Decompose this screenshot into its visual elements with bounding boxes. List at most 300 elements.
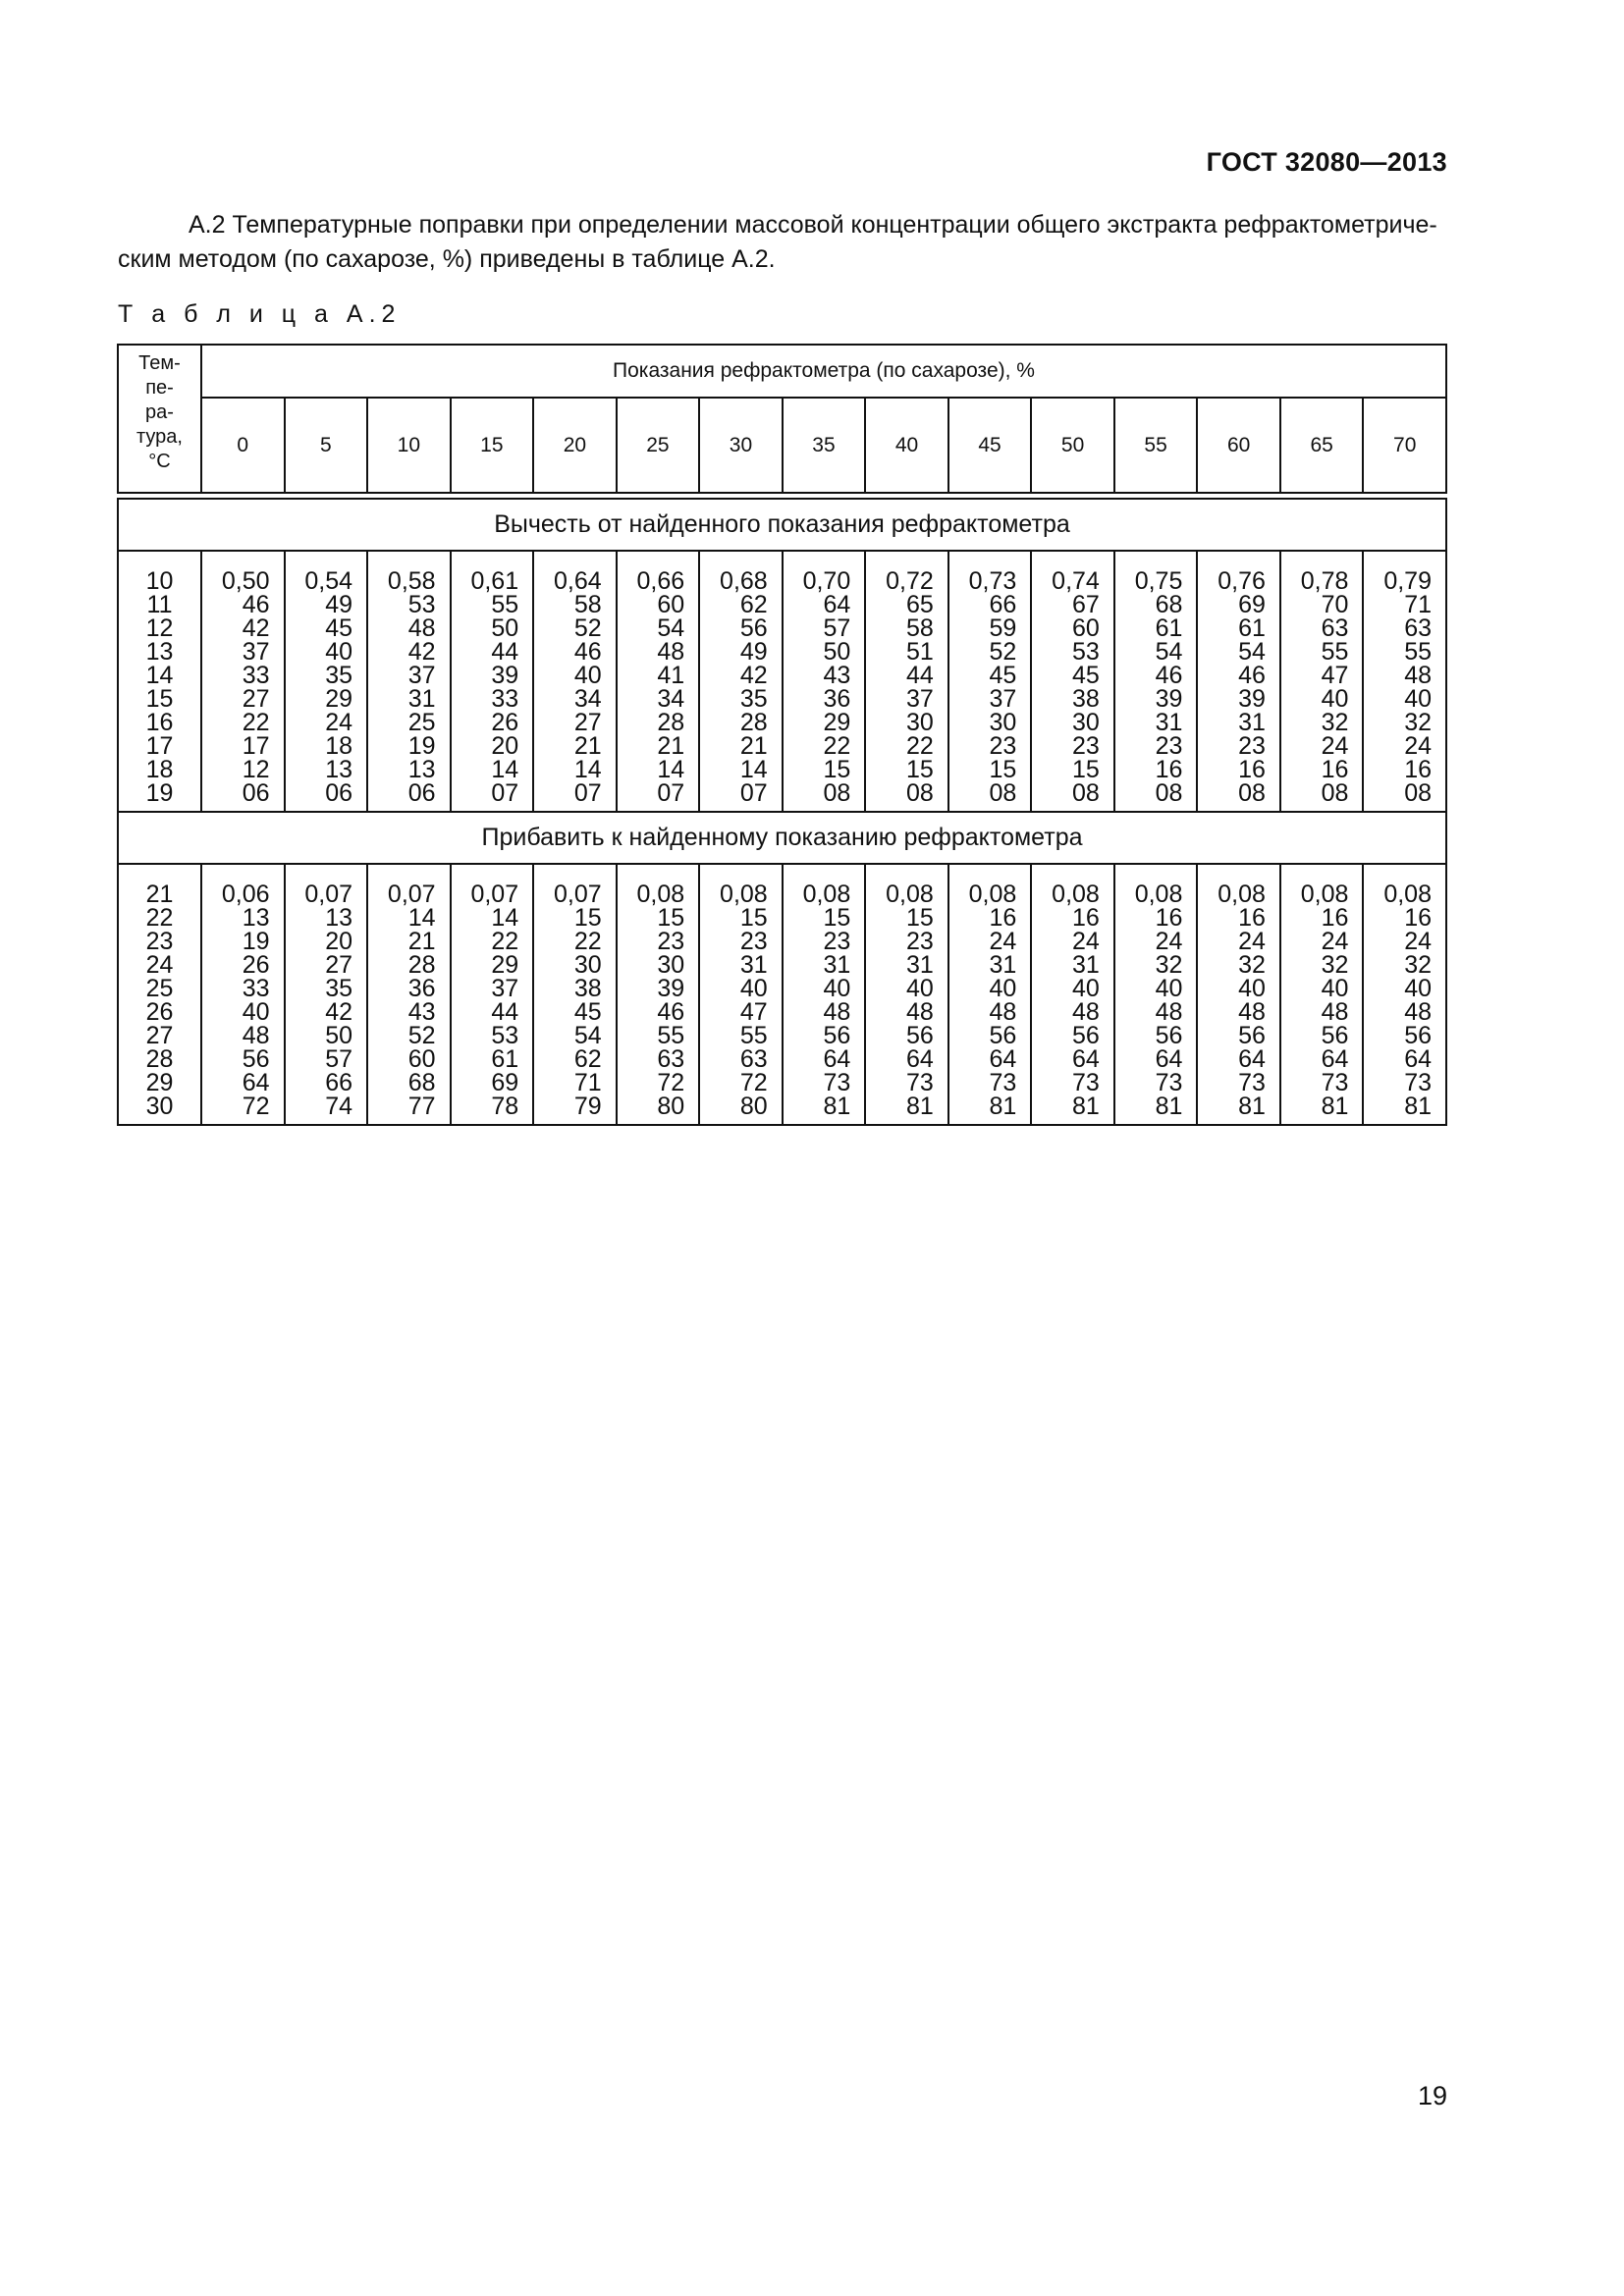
correction-value: 08 — [1072, 779, 1100, 807]
section-title-row — [118, 499, 1446, 551]
correction-value: 70 — [1321, 591, 1349, 618]
correction-value: 64 — [823, 1045, 851, 1073]
correction-value: 26 — [491, 709, 519, 736]
correction-value: 20 — [325, 928, 353, 955]
correction-value: 32 — [1321, 951, 1349, 979]
correction-value: 58 — [573, 591, 602, 618]
correction-value: 0,78 — [1300, 567, 1349, 595]
correction-values-cell — [1114, 864, 1198, 1125]
correction-values-cell — [1114, 551, 1198, 812]
temperature-value: 19 — [145, 779, 174, 807]
correction-value: 40 — [989, 975, 1017, 1002]
correction-value: 24 — [325, 709, 353, 736]
correction-value: 31 — [989, 951, 1017, 979]
correction-value: 29 — [325, 685, 353, 713]
correction-value: 55 — [1321, 638, 1349, 666]
correction-value: 81 — [1072, 1093, 1100, 1120]
correction-value: 28 — [407, 951, 436, 979]
correction-value: 40 — [1404, 685, 1432, 713]
column-header: 50 — [1031, 398, 1114, 493]
correction-value: 38 — [573, 975, 602, 1002]
correction-value: 06 — [407, 779, 436, 807]
correction-value: 58 — [905, 614, 934, 642]
correction-value: 0,07 — [304, 881, 353, 908]
temperature-value: 22 — [145, 904, 174, 932]
correction-value: 54 — [573, 1022, 602, 1049]
correction-value: 50 — [491, 614, 519, 642]
correction-value: 79 — [573, 1093, 602, 1120]
correction-values-cell — [451, 551, 534, 812]
correction-value: 16 — [1238, 756, 1266, 783]
correction-value: 52 — [573, 614, 602, 642]
correction-value: 35 — [739, 685, 768, 713]
correction-value: 34 — [573, 685, 602, 713]
correction-value: 56 — [905, 1022, 934, 1049]
correction-value: 56 — [1072, 1022, 1100, 1049]
correction-value: 40 — [823, 975, 851, 1002]
column-header: 45 — [948, 398, 1032, 493]
correction-value: 64 — [1404, 1045, 1432, 1073]
correction-value: 46 — [242, 591, 270, 618]
correction-value: 64 — [1155, 1045, 1183, 1073]
correction-value: 66 — [325, 1069, 353, 1096]
correction-value: 68 — [1155, 591, 1183, 618]
correction-value: 55 — [491, 591, 519, 618]
correction-value: 44 — [491, 998, 519, 1026]
temperature-cell — [118, 551, 201, 812]
correction-value: 61 — [1155, 614, 1183, 642]
correction-value: 24 — [1404, 732, 1432, 760]
correction-value: 56 — [1155, 1022, 1183, 1049]
correction-value: 44 — [491, 638, 519, 666]
correction-value: 17 — [242, 732, 270, 760]
correction-value: 39 — [491, 662, 519, 689]
correction-value: 29 — [823, 709, 851, 736]
correction-value: 0,08 — [1134, 881, 1183, 908]
correction-value: 42 — [325, 998, 353, 1026]
section-title: Вычесть от найденного показания рефрактометра — [118, 499, 1446, 551]
page-number: 19 — [1417, 2081, 1447, 2110]
correction-value: 32 — [1321, 709, 1349, 736]
correction-value: 68 — [407, 1069, 436, 1096]
correction-value: 40 — [242, 998, 270, 1026]
correction-value: 60 — [407, 1045, 436, 1073]
correction-value: 45 — [989, 662, 1017, 689]
temperature-value: 14 — [145, 662, 174, 689]
correction-value: 32 — [1404, 709, 1432, 736]
correction-values-cell — [285, 551, 368, 812]
correction-value: 0,08 — [886, 881, 934, 908]
correction-value: 14 — [573, 756, 602, 783]
correction-value: 43 — [407, 998, 436, 1026]
correction-value: 80 — [739, 1093, 768, 1120]
correction-value: 15 — [739, 904, 768, 932]
correction-value: 72 — [739, 1069, 768, 1096]
correction-value: 54 — [1238, 638, 1266, 666]
correction-values-cell — [1197, 864, 1280, 1125]
temperature-value: 13 — [145, 638, 174, 666]
correction-value: 40 — [739, 975, 768, 1002]
temperature-header — [118, 345, 201, 493]
correction-values-cell — [451, 864, 534, 1125]
correction-value: 14 — [739, 756, 768, 783]
correction-value: 48 — [657, 638, 685, 666]
correction-value: 63 — [1321, 614, 1349, 642]
correction-value: 63 — [1404, 614, 1432, 642]
correction-value: 0,61 — [470, 567, 519, 595]
correction-value: 56 — [1238, 1022, 1266, 1049]
correction-value: 31 — [739, 951, 768, 979]
correction-value: 54 — [657, 614, 685, 642]
correction-values-cell — [1197, 551, 1280, 812]
correction-value: 14 — [491, 904, 519, 932]
column-header: 30 — [699, 398, 783, 493]
temperature-value: 30 — [145, 1093, 174, 1120]
correction-value: 15 — [1072, 756, 1100, 783]
correction-value: 46 — [1155, 662, 1183, 689]
correction-value: 48 — [1321, 998, 1349, 1026]
correction-value: 56 — [1321, 1022, 1349, 1049]
correction-value: 81 — [1321, 1093, 1349, 1120]
correction-value: 56 — [823, 1022, 851, 1049]
correction-value: 22 — [573, 928, 602, 955]
temperature-header-line: °С — [148, 451, 171, 472]
correction-value: 48 — [407, 614, 436, 642]
correction-value: 21 — [657, 732, 685, 760]
section-title: Прибавить к найденному показанию рефрактометра — [118, 812, 1446, 864]
correction-value: 16 — [1072, 904, 1100, 932]
temperature-header-line: Тем- — [138, 352, 181, 374]
correction-value: 0,75 — [1134, 567, 1183, 595]
correction-value: 16 — [1404, 756, 1432, 783]
temperature-value: 17 — [145, 732, 174, 760]
correction-value: 36 — [823, 685, 851, 713]
correction-value: 64 — [989, 1045, 1017, 1073]
correction-value: 21 — [739, 732, 768, 760]
correction-value: 73 — [1321, 1069, 1349, 1096]
correction-value: 48 — [823, 998, 851, 1026]
temperature-value: 28 — [145, 1045, 174, 1073]
correction-values-cell — [783, 551, 866, 812]
correction-value: 64 — [1238, 1045, 1266, 1073]
correction-value: 0,07 — [470, 881, 519, 908]
correction-value: 0,74 — [1052, 567, 1100, 595]
correction-values-cell — [1363, 864, 1446, 1125]
correction-value: 07 — [573, 779, 602, 807]
correction-value: 0,50 — [221, 567, 270, 595]
temperature-value: 12 — [145, 614, 174, 642]
correction-value: 22 — [491, 928, 519, 955]
correction-value: 14 — [407, 904, 436, 932]
column-header: 55 — [1114, 398, 1198, 493]
correction-value: 37 — [905, 685, 934, 713]
temperature-header-line: тура, — [136, 426, 183, 448]
correction-value: 69 — [491, 1069, 519, 1096]
correction-value: 37 — [989, 685, 1017, 713]
correction-value: 60 — [657, 591, 685, 618]
correction-value: 08 — [989, 779, 1017, 807]
column-header: 40 — [865, 398, 948, 493]
correction-value: 44 — [905, 662, 934, 689]
correction-value: 81 — [1238, 1093, 1266, 1120]
correction-value: 40 — [573, 662, 602, 689]
correction-value: 39 — [657, 975, 685, 1002]
temperature-value: 10 — [145, 567, 174, 595]
temperature-value: 27 — [145, 1022, 174, 1049]
correction-value: 53 — [491, 1022, 519, 1049]
correction-value: 27 — [242, 685, 270, 713]
correction-value: 30 — [1072, 709, 1100, 736]
correction-value: 08 — [1238, 779, 1266, 807]
correction-value: 0,58 — [387, 567, 436, 595]
correction-value: 35 — [325, 662, 353, 689]
temperature-header-line: пе- — [145, 377, 174, 399]
temperature-header-line: ра- — [145, 401, 174, 423]
correction-value: 42 — [407, 638, 436, 666]
correction-value: 33 — [242, 975, 270, 1002]
correction-value: 31 — [1238, 709, 1266, 736]
correction-value: 31 — [905, 951, 934, 979]
column-header: 5 — [285, 398, 368, 493]
correction-values-cell — [201, 864, 285, 1125]
correction-value: 71 — [1404, 591, 1432, 618]
correction-value: 13 — [325, 904, 353, 932]
correction-value: 81 — [1404, 1093, 1432, 1120]
correction-value: 13 — [242, 904, 270, 932]
correction-value: 0,06 — [221, 881, 270, 908]
correction-value: 35 — [325, 975, 353, 1002]
column-header-row — [118, 398, 1446, 493]
correction-value: 45 — [573, 998, 602, 1026]
correction-value: 37 — [242, 638, 270, 666]
correction-value: 28 — [739, 709, 768, 736]
correction-value: 23 — [739, 928, 768, 955]
correction-value: 61 — [491, 1045, 519, 1073]
table-header-row — [118, 345, 1446, 398]
correction-values-cell — [1280, 864, 1364, 1125]
correction-value: 23 — [989, 732, 1017, 760]
correction-value: 66 — [989, 591, 1017, 618]
correction-value: 81 — [989, 1093, 1017, 1120]
correction-value: 53 — [1072, 638, 1100, 666]
correction-value: 72 — [242, 1093, 270, 1120]
correction-value: 51 — [905, 638, 934, 666]
correction-value: 54 — [1155, 638, 1183, 666]
correction-value: 48 — [1404, 998, 1432, 1026]
correction-values-cell — [699, 864, 783, 1125]
correction-value: 22 — [823, 732, 851, 760]
correction-value: 61 — [1238, 614, 1266, 642]
correction-values-cell — [948, 551, 1032, 812]
temperature-value: 23 — [145, 928, 174, 955]
correction-value: 23 — [905, 928, 934, 955]
correction-value: 55 — [657, 1022, 685, 1049]
correction-value: 40 — [1072, 975, 1100, 1002]
correction-value: 16 — [1321, 904, 1349, 932]
correction-value: 24 — [1321, 928, 1349, 955]
correction-value: 16 — [1321, 756, 1349, 783]
correction-value: 31 — [407, 685, 436, 713]
column-header: 10 — [367, 398, 451, 493]
correction-values-cell — [783, 864, 866, 1125]
correction-value: 52 — [989, 638, 1017, 666]
correction-value: 08 — [905, 779, 934, 807]
intro-line-1: А.2 Температурные поправки при определении массовой концентрации общего экстракта рефрактометриче- — [189, 211, 1437, 239]
correction-value: 23 — [657, 928, 685, 955]
correction-value: 53 — [407, 591, 436, 618]
correction-value: 06 — [242, 779, 270, 807]
correction-value: 24 — [1404, 928, 1432, 955]
correction-value: 23 — [1238, 732, 1266, 760]
correction-value: 49 — [739, 638, 768, 666]
correction-value: 16 — [1238, 904, 1266, 932]
correction-value: 24 — [1155, 928, 1183, 955]
correction-value: 21 — [407, 928, 436, 955]
correction-value: 73 — [1072, 1069, 1100, 1096]
table-caption: Т а б л и ц а А.2 — [118, 300, 402, 328]
correction-value: 30 — [989, 709, 1017, 736]
correction-value: 64 — [823, 591, 851, 618]
correction-value: 64 — [242, 1069, 270, 1096]
correction-value: 47 — [739, 998, 768, 1026]
correction-value: 16 — [1404, 904, 1432, 932]
correction-value: 56 — [1404, 1022, 1432, 1049]
correction-value: 40 — [325, 638, 353, 666]
correction-value: 16 — [1155, 904, 1183, 932]
correction-values-cell — [1363, 551, 1446, 812]
correction-value: 16 — [989, 904, 1017, 932]
correction-value: 64 — [1072, 1045, 1100, 1073]
correction-value: 48 — [905, 998, 934, 1026]
correction-value: 20 — [491, 732, 519, 760]
correction-value: 24 — [1072, 928, 1100, 955]
correction-value: 0,08 — [636, 881, 685, 908]
correction-value: 16 — [1155, 756, 1183, 783]
correction-value: 08 — [1155, 779, 1183, 807]
correction-value: 40 — [1404, 975, 1432, 1002]
correction-value: 08 — [1321, 779, 1349, 807]
correction-value: 13 — [407, 756, 436, 783]
correction-value: 36 — [407, 975, 436, 1002]
correction-value: 0,07 — [387, 881, 436, 908]
correction-value: 0,08 — [802, 881, 851, 908]
column-header: 20 — [533, 398, 617, 493]
correction-value: 22 — [905, 732, 934, 760]
correction-value: 30 — [573, 951, 602, 979]
correction-value: 63 — [739, 1045, 768, 1073]
temperature-value: 15 — [145, 685, 174, 713]
correction-value: 39 — [1155, 685, 1183, 713]
correction-value: 0,08 — [720, 881, 768, 908]
correction-value: 15 — [573, 904, 602, 932]
correction-value: 0,54 — [304, 567, 353, 595]
correction-table — [117, 344, 1447, 1126]
correction-value: 62 — [739, 591, 768, 618]
correction-value: 19 — [242, 928, 270, 955]
correction-value: 0,76 — [1218, 567, 1266, 595]
correction-value: 40 — [1155, 975, 1183, 1002]
correction-value: 0,07 — [553, 881, 602, 908]
correction-value: 46 — [657, 998, 685, 1026]
correction-value: 48 — [1404, 662, 1432, 689]
temperature-value: 16 — [145, 709, 174, 736]
correction-value: 31 — [823, 951, 851, 979]
correction-value: 73 — [1238, 1069, 1266, 1096]
intro-paragraph — [118, 208, 1448, 277]
correction-value: 57 — [325, 1045, 353, 1073]
correction-value: 19 — [407, 732, 436, 760]
correction-value: 63 — [657, 1045, 685, 1073]
temperature-value: 18 — [145, 756, 174, 783]
column-header: 60 — [1197, 398, 1280, 493]
correction-value: 73 — [823, 1069, 851, 1096]
correction-value: 28 — [657, 709, 685, 736]
correction-value: 33 — [491, 685, 519, 713]
correction-value: 72 — [657, 1069, 685, 1096]
correction-value: 12 — [242, 756, 270, 783]
correction-values-cell — [617, 551, 700, 812]
correction-value: 71 — [573, 1069, 602, 1096]
correction-value: 40 — [905, 975, 934, 1002]
correction-value: 48 — [1238, 998, 1266, 1026]
section-data-row — [118, 864, 1446, 1125]
correction-value: 42 — [242, 614, 270, 642]
correction-value: 77 — [407, 1093, 436, 1120]
correction-value: 45 — [1072, 662, 1100, 689]
correction-value: 73 — [1155, 1069, 1183, 1096]
column-header: 0 — [201, 398, 285, 493]
correction-value: 0,79 — [1383, 567, 1432, 595]
column-header: 35 — [783, 398, 866, 493]
correction-value: 33 — [242, 662, 270, 689]
correction-value: 40 — [1238, 975, 1266, 1002]
correction-value: 27 — [325, 951, 353, 979]
temperature-value: 21 — [145, 881, 174, 908]
correction-value: 0,08 — [1052, 881, 1100, 908]
correction-value: 56 — [989, 1022, 1017, 1049]
correction-value: 43 — [823, 662, 851, 689]
correction-values-cell — [1031, 551, 1114, 812]
correction-value: 08 — [1404, 779, 1432, 807]
correction-values-cell — [865, 551, 948, 812]
correction-value: 48 — [1155, 998, 1183, 1026]
correction-value: 15 — [989, 756, 1017, 783]
correction-value: 48 — [242, 1022, 270, 1049]
correction-value: 15 — [905, 904, 934, 932]
correction-value: 30 — [657, 951, 685, 979]
correction-values-cell — [367, 864, 451, 1125]
correction-value: 15 — [657, 904, 685, 932]
temperature-value: 29 — [145, 1069, 174, 1096]
temperature-value: 24 — [145, 951, 174, 979]
correction-value: 06 — [325, 779, 353, 807]
correction-value: 81 — [905, 1093, 934, 1120]
temperature-value: 26 — [145, 998, 174, 1026]
correction-value: 56 — [242, 1045, 270, 1073]
correction-value: 49 — [325, 591, 353, 618]
correction-value: 59 — [989, 614, 1017, 642]
correction-values-cell — [1280, 551, 1364, 812]
correction-value: 23 — [1155, 732, 1183, 760]
correction-value: 48 — [1072, 998, 1100, 1026]
column-header: 25 — [617, 398, 700, 493]
correction-value: 24 — [1321, 732, 1349, 760]
correction-value: 60 — [1072, 614, 1100, 642]
correction-value: 55 — [1404, 638, 1432, 666]
correction-value: 42 — [739, 662, 768, 689]
correction-value: 64 — [1321, 1045, 1349, 1073]
correction-value: 56 — [739, 614, 768, 642]
